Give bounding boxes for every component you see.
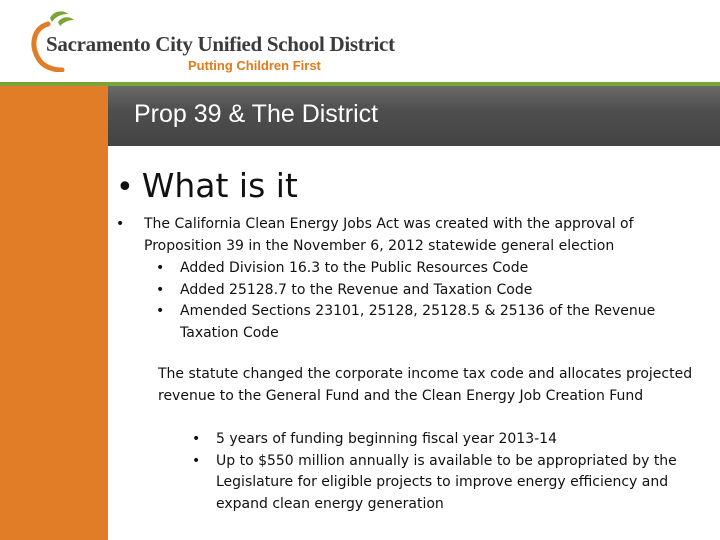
intro-paragraph — [116, 214, 676, 257]
slide-content — [108, 146, 720, 540]
district-logo — [28, 8, 395, 76]
list-item-text: 5 years of funding beginning fiscal year 2013-14 — [216, 431, 557, 447]
intro-sub-list — [156, 258, 676, 344]
slide-heading — [116, 166, 298, 205]
statute-paragraph: The statute changed the corporate income tax code and allocates projected revenue to the General Fund and the Clean Energy Job Creation Fund — [158, 366, 693, 404]
district-name: Sacramento City Unified School District — [46, 32, 395, 56]
district-tagline: Putting Children First — [188, 58, 321, 73]
list-item — [156, 258, 676, 280]
title-band — [108, 86, 720, 146]
list-item — [156, 280, 676, 302]
statute-sub-list — [192, 429, 702, 515]
intro-text: The California Clean Energy Jobs Act was created with the approval of Proposition 39 in the November 6, 2012 statewide general election — [144, 216, 634, 254]
bullet-marker: • — [116, 216, 125, 232]
list-item — [192, 429, 702, 451]
list-item — [156, 301, 676, 344]
heading-bullet: • — [116, 170, 134, 205]
list-item-text: Up to $550 million annually is available to be appropriated by the Legislature for eligible projects to improve energy efficiency and expand clean energy generation — [216, 452, 677, 512]
header — [0, 0, 720, 82]
bullet-marker: • — [156, 260, 165, 276]
bullet-marker: • — [156, 303, 165, 319]
bullet-marker: • — [156, 281, 165, 298]
list-item-text: Added 25128.7 to the Revenue and Taxation Code — [180, 281, 533, 298]
slide-title: Prop 39 & The District — [134, 100, 379, 128]
list-item-text: Amended Sections 23101, 25128, 25128.5 & 25136 of the Revenue Taxation Code — [180, 303, 656, 341]
left-accent-bar — [0, 86, 108, 540]
heading-text: What is it — [141, 166, 298, 205]
list-item-text: Added Division 16.3 to the Public Resources Code — [180, 260, 529, 276]
bullet-marker: • — [192, 452, 201, 469]
bullet-marker: • — [192, 431, 201, 447]
list-item — [192, 451, 702, 516]
